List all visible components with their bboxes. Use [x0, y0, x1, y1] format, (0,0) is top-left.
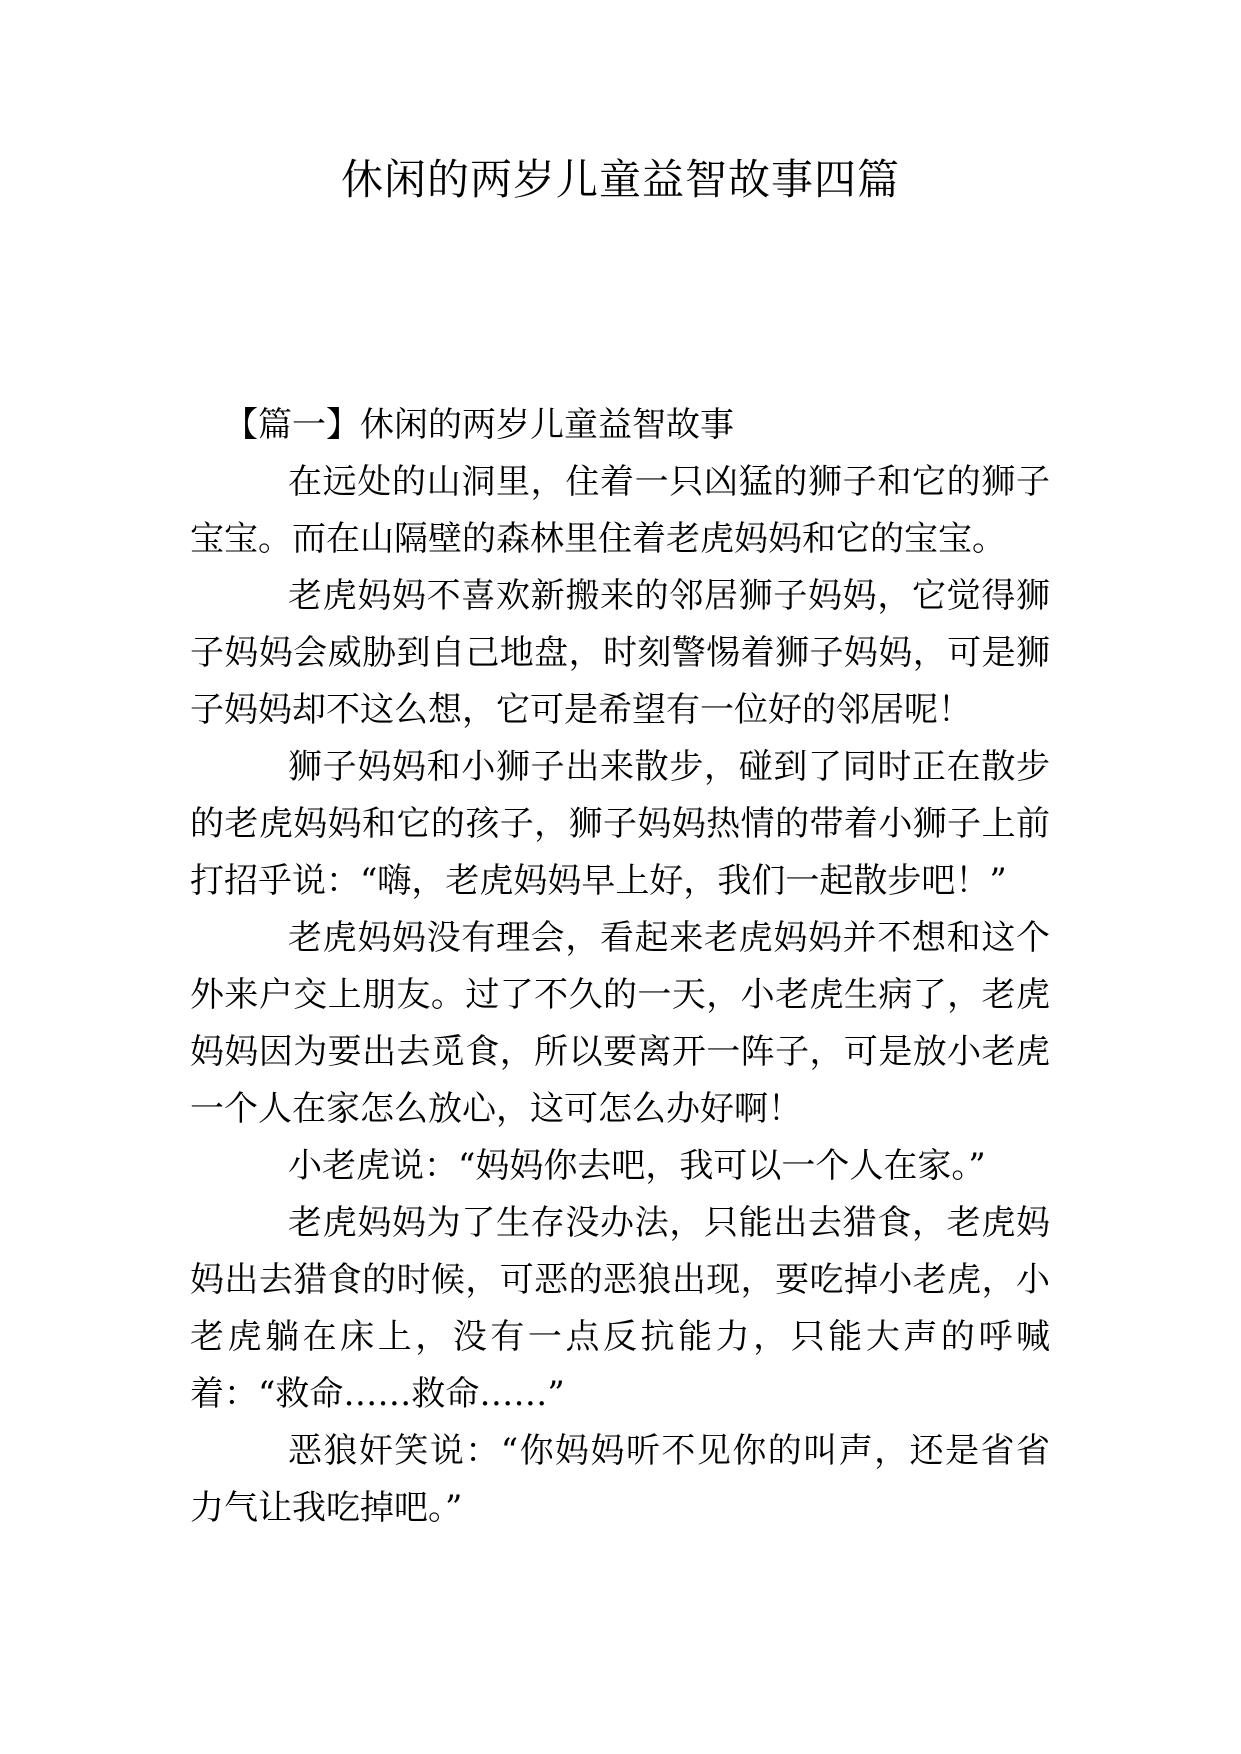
paragraph-3: 狮子妈妈和小狮子出来散步，碰到了同时正在散步的老虎妈妈和它的孩子，狮子妈妈热情的带着小狮子上前打招乎说：“嗨，老虎妈妈早上好，我们一起散步吧！” [190, 747, 1050, 901]
paragraph-7: 恶狼奸笑说：“你妈妈听不见你的叫声，还是省省力气让我吃掉吧。” [190, 1431, 1050, 1528]
section-heading: 【篇一】休闲的两岁儿童益智故事 [224, 405, 734, 445]
paragraph-5: 小老虎说：“妈妈你去吧，我可以一个人在家。” [288, 1146, 986, 1186]
paragraph-4: 老虎妈妈没有理会，看起来老虎妈妈并不想和这个外来户交上朋友。过了不久的一天，小老虎生病了，老虎妈妈因为要出去觅食，所以要离开一阵子，可是放小老虎一个人在家怎么放心，这可怎么办好啊！ [190, 918, 1050, 1129]
paragraph-6: 老虎妈妈为了生存没办法，只能出去猎食，老虎妈妈出去猎食的时候，可恶的恶狼出现，要吃掉小老虎，小老虎躺在床上，没有一点反抗能力，只能大声的呼喊着：“救命……救命……” [190, 1203, 1050, 1414]
page-title: 休闲的两岁儿童益智故事四篇 [340, 155, 900, 204]
document-body [190, 397, 1050, 1537]
paragraph-1: 在远处的山洞里，住着一只凶猛的狮子和它的狮子宝宝。而在山隔壁的森林里住着老虎妈妈和它的宝宝。 [190, 462, 1050, 559]
paragraph-2: 老虎妈妈不喜欢新搬来的邻居狮子妈妈，它觉得狮子妈妈会威胁到自己地盘，时刻警惕着狮子妈妈，可是狮子妈妈却不这么想，它可是希望有一位好的邻居呢！ [190, 576, 1050, 730]
